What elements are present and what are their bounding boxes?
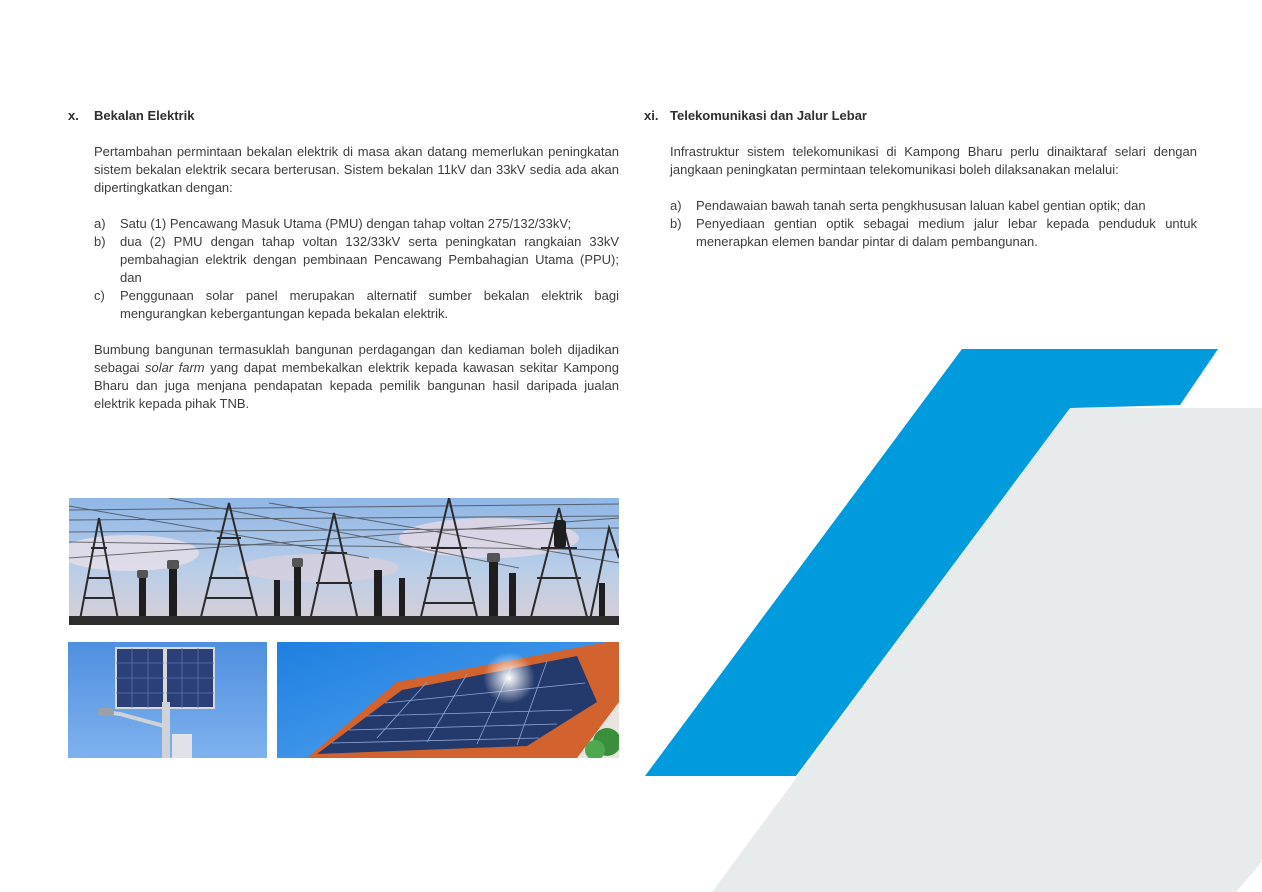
list-item: [94, 215, 619, 233]
intro-paragraph-right: Infrastruktur sistem telekomunikasi di Kampong Bharu perlu dinaiktaraf selari dengan jangkaan peningkatan permintaan telekomunikasi boleh dilaksanakan melalui:: [670, 144, 1197, 177]
power-substation-photo: [69, 498, 619, 625]
list-item: [670, 215, 1197, 251]
list-item-text: dua (2) PMU dengan tahap voltan 132/33kV serta peningkatan rangkaian 33kV pembahagian elektrik dengan pembinaan Pencawang Pembahagian Utama (PPU); dan: [120, 234, 619, 285]
list-item-label: c): [94, 288, 105, 303]
closing-paragraph-left: [94, 341, 619, 413]
list-item-label: a): [94, 216, 106, 231]
list-item-text: Penyediaan gentian optik sebagai medium jalur lebar kepada penduduk untuk menerapkan elemen bandar pintar di dalam pembangunan.: [696, 216, 1197, 249]
list-item-text: Penggunaan solar panel merupakan alternatif sumber bekalan elektrik bagi mengurangkan kebergantungan kepada bekalan elektrik.: [120, 288, 619, 321]
list-item: [94, 233, 619, 287]
solar-farm-term: solar farm: [145, 360, 205, 375]
rooftop-solar-photo: [277, 642, 619, 758]
closing-text-start: Bumbung bangunan termasuklah bangunan perdagangan dan kediaman boleh dijadikan sebagai: [94, 342, 619, 375]
intro-paragraph-left: Pertambahan permintaan bekalan elektrik di masa akan datang memerlukan peningkatan sistem bekalan elektrik secara berterusan. Sistem bekalan 11kV dan 33kV sedia ada akan dipertingkatkan dengan:: [94, 144, 619, 195]
list-item-text: Pendawaian bawah tanah serta pengkhususan laluan kabel gentian optik; dan: [696, 198, 1146, 213]
closing-text-end: yang dapat membekalkan elektrik kepada kawasan sekitar Kampong Bharu dan juga menjana pendapatan kepada pemilik bangunan hasil daripada jualan elektrik kepada pihak TNB.: [94, 360, 619, 411]
list-item-label: a): [670, 198, 682, 213]
list-item-label: b): [670, 216, 682, 231]
solar-streetlight-photo: [68, 642, 267, 758]
section-number-right: xi.: [644, 108, 659, 123]
list-item-label: b): [94, 234, 106, 249]
section-heading-right: Telekomunikasi dan Jalur Lebar: [670, 108, 867, 123]
section-heading-left: Bekalan Elektrik: [94, 108, 195, 123]
section-number-left: x.: [68, 108, 79, 123]
list-item-text: Satu (1) Pencawang Masuk Utama (PMU) dengan tahap voltan 275/132/33kV;: [120, 216, 572, 231]
list-item: [94, 287, 619, 323]
list-item: [670, 197, 1197, 215]
